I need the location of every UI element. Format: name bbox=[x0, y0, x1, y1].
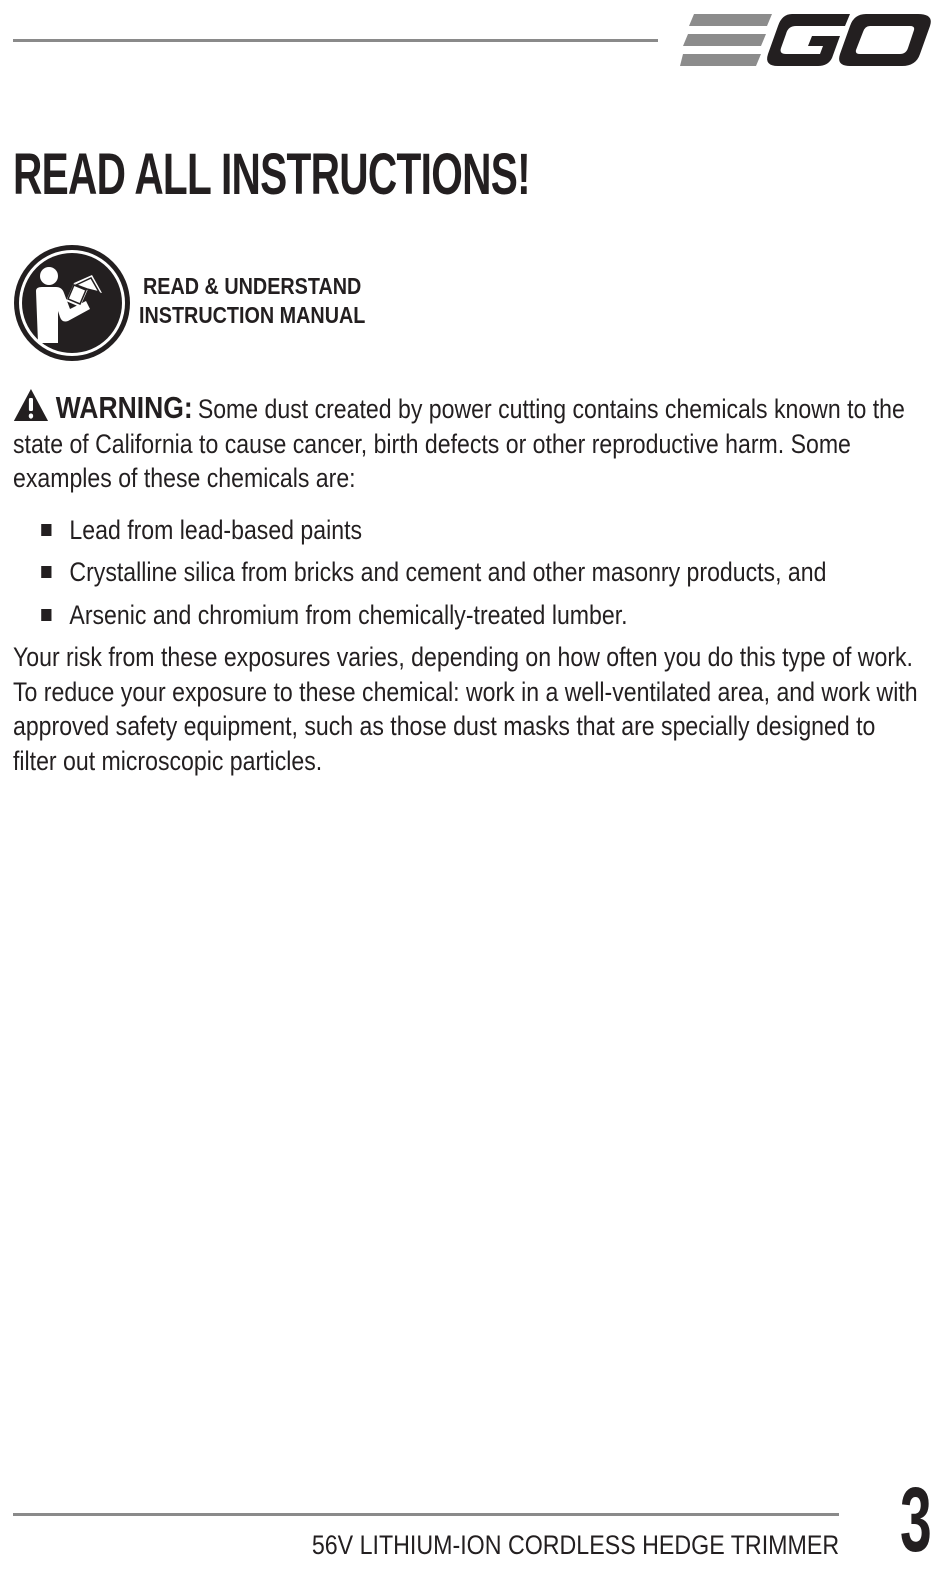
manual-notice-line2: INSTRUCTION MANUAL bbox=[139, 302, 366, 328]
list-item: Lead from lead-based paints bbox=[13, 509, 919, 552]
manual-notice-line1: READ & UNDERSTAND bbox=[143, 273, 362, 299]
manual-notice bbox=[139, 272, 365, 330]
read-manual-icon bbox=[12, 243, 132, 363]
list-item: Arsenic and chromium from chemically-treated lumber. bbox=[13, 594, 919, 637]
list-item: Crystalline silica from bricks and cement and other masonry products, and bbox=[13, 551, 919, 594]
warning-text: Some dust created by power cutting contains chemicals known to the state of California to cause cancer, birth defects or other reproductive harm. Some examples of these chemicals are: bbox=[13, 394, 905, 493]
warning-label: WARNING: bbox=[55, 390, 193, 425]
footer-rule bbox=[13, 1513, 839, 1516]
footer-product-title: 56V LITHIUM-ION CORDLESS HEDGE TRIMMER bbox=[311, 1530, 839, 1560]
chemical-examples-list bbox=[13, 509, 919, 637]
page-number: 3 bbox=[900, 1469, 932, 1571]
ego-logo bbox=[680, 10, 936, 70]
warning-triangle-icon bbox=[13, 388, 49, 422]
page-title: READ ALL INSTRUCTIONS! bbox=[13, 142, 530, 207]
risk-paragraph: Your risk from these exposures varies, depending on how often you do this type of work. To reduce your exposure to these chemical: work in a well-ventilated area, and work with approved safety equipment, such as those dust masks that are specially designed to filter out microscopic particles. bbox=[13, 642, 918, 776]
warning-section bbox=[13, 388, 919, 778]
warning-paragraph bbox=[13, 388, 919, 496]
header-rule bbox=[13, 39, 658, 42]
